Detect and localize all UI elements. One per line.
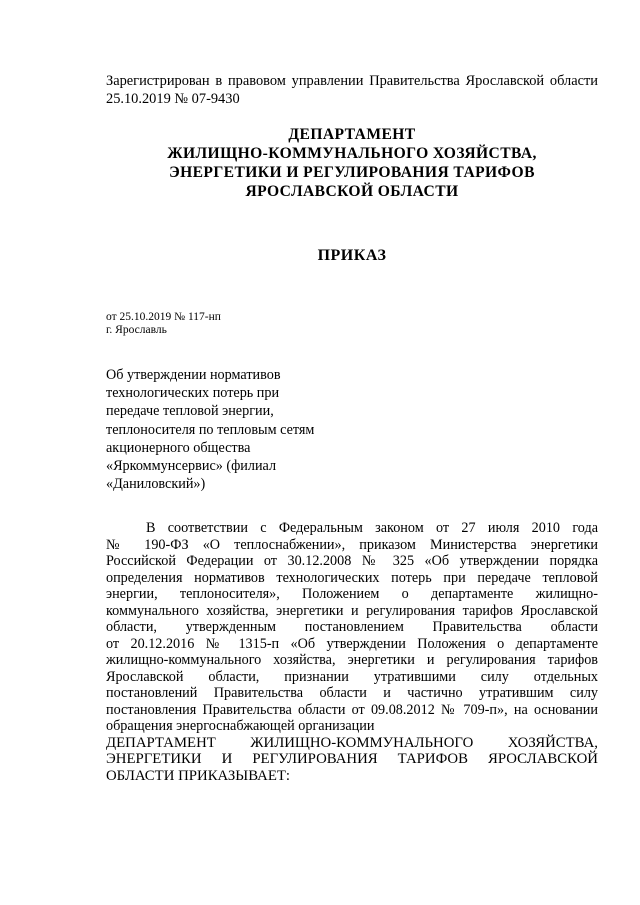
preamble-line: области, утвержденным постановлением Правительства области xyxy=(106,619,598,635)
subject-line: акционерного общества xyxy=(106,439,251,456)
order-city: г. Ярославль xyxy=(106,324,167,336)
order-statement-line: ДЕПАРТАМЕНТ ЖИЛИЩНО-КОММУНАЛЬНОГО ХОЗЯЙСТВА, xyxy=(106,734,598,751)
subject-line: передаче тепловой энергии, xyxy=(106,403,274,420)
preamble-line: от 20.12.2016 № 1315-п «Об утверждении Положения о департаменте xyxy=(106,635,598,652)
preamble-line: жилищно-коммунального хозяйства, энергетики и регулирования тарифов xyxy=(106,652,598,668)
preamble-line: определения нормативов технологических потерь при передаче тепловой xyxy=(106,569,598,586)
preamble-line: В соответствии с Федеральным законом от 27 июля 2010 года xyxy=(146,520,598,536)
preamble-line: коммунального хозяйства, энергетики и регулирования тарифов Ярославской xyxy=(106,602,598,619)
order-statement-line: ОБЛАСТИ ПРИКАЗЫВАЕТ: xyxy=(106,767,291,784)
registration-note: Зарегистрирован в правовом управлении Правительства Ярославской области 25.10.2019 № 07-9430 xyxy=(106,73,598,107)
preamble-line: № 190-ФЗ «О теплоснабжении», приказом Министерства энергетики xyxy=(106,536,598,553)
subject-line: теплоносителя по тепловым сетям xyxy=(106,421,315,438)
preamble-line: постановлений Правительства области и частично утратившим силу xyxy=(106,685,598,701)
preamble-line: постановления Правительства области от 09.08.2012 № 709-п», на основании xyxy=(106,701,598,718)
department-line: ЯРОСЛАВСКОЙ ОБЛАСТИ xyxy=(245,183,459,200)
department-line: ЭНЕРГЕТИКИ И РЕГУЛИРОВАНИЯ ТАРИФОВ xyxy=(169,164,535,181)
preamble-line: обращения энергоснабжающей организации xyxy=(106,718,375,734)
order-title: ПРИКАЗ xyxy=(317,247,387,264)
preamble-line: Ярославской области, признании утратившими силу отдельных xyxy=(106,668,598,685)
preamble-line: Российской Федерации от 30.12.2008 № 325 «Об утверждении порядка xyxy=(106,553,598,569)
preamble xyxy=(106,520,598,784)
subject-line: «Яркоммунсервис» (филиал xyxy=(106,458,277,475)
order-date: от 25.10.2019 № 117-нп xyxy=(106,311,221,323)
department-line: ДЕПАРТАМЕНТ xyxy=(288,126,416,143)
department-header xyxy=(106,125,598,201)
preamble-line: энергии, теплоносителя», Положением о департаменте жилищно- xyxy=(106,586,598,602)
department-line: ЖИЛИЩНО-КОММУНАЛЬНОГО ХОЗЯЙСТВА, xyxy=(167,145,537,162)
order-subject xyxy=(106,366,356,493)
order-statement-line: ЭНЕРГЕТИКИ И РЕГУЛИРОВАНИЯ ТАРИФОВ ЯРОСЛАВСКОЙ xyxy=(106,751,598,767)
subject-line: «Даниловский») xyxy=(106,476,206,493)
subject-line: технологических потерь при xyxy=(106,385,280,402)
subject-line: Об утверждении нормативов xyxy=(106,367,281,383)
